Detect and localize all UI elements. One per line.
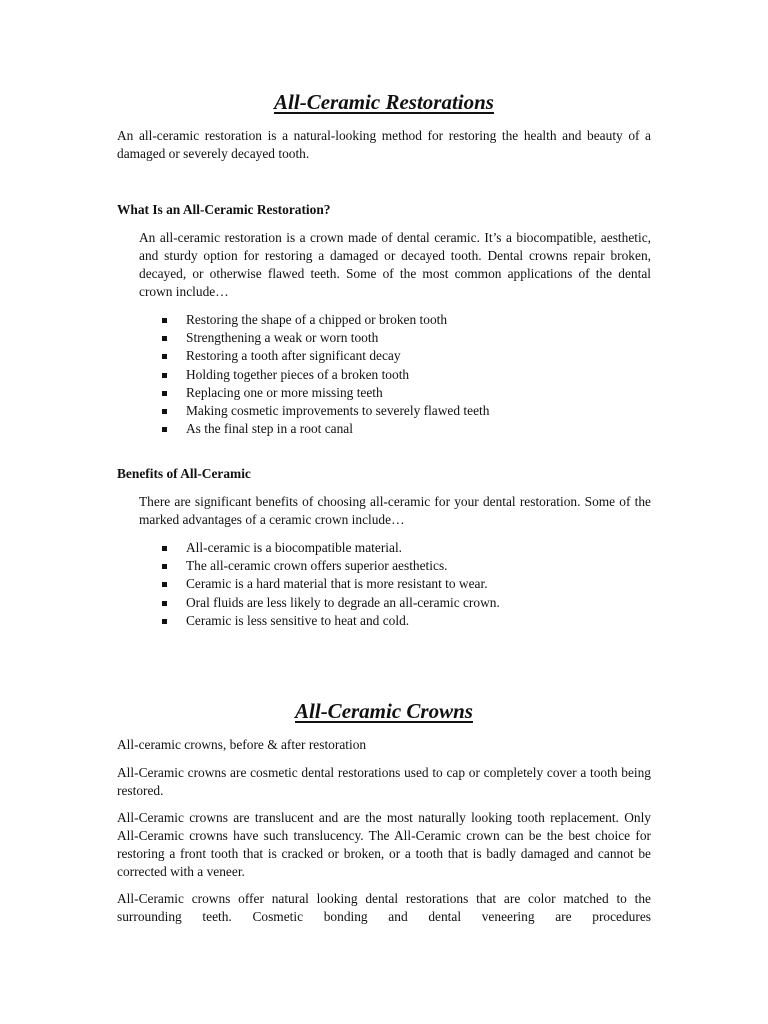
- square-bullet-icon: [162, 409, 167, 414]
- square-bullet-icon: [162, 427, 167, 432]
- crowns-caption: All-ceramic crowns, before & after restoration: [117, 737, 367, 752]
- what-is-heading: What Is an All-Ceramic Restoration?: [117, 202, 331, 217]
- applications-list: [162, 311, 642, 438]
- list-item-text: Restoring a tooth after significant decay: [186, 348, 401, 364]
- list-item: [162, 420, 642, 438]
- crowns-paragraph-3: All-Ceramic crowns offer natural looking dental restorations that are color matched to the surrounding teeth. Cosmetic bonding and dental veneering are procedures: [117, 891, 651, 924]
- what-is-paragraph: An all-ceramic restoration is a crown made of dental ceramic. It’s a biocompatible, aesthetic, and sturdy option for restoring a damaged or decayed tooth. Dental crowns repair broken, decayed, or otherwise flawed teeth. Some of the most common applications of the dental crown include…: [139, 230, 651, 299]
- list-item: [162, 311, 642, 329]
- list-item: [162, 384, 642, 402]
- intro-paragraph: An all-ceramic restoration is a natural-looking method for restoring the health and beauty of a damaged or severely decayed tooth.: [117, 128, 651, 161]
- benefits-list: [162, 539, 642, 630]
- list-item: [162, 594, 642, 612]
- list-item-text: Ceramic is a hard material that is more resistant to wear.: [186, 576, 488, 592]
- list-item: [162, 402, 642, 420]
- crowns-title: All-Ceramic Crowns: [295, 699, 473, 723]
- list-item-text: Ceramic is less sensitive to heat and cold.: [186, 612, 410, 628]
- square-bullet-icon: [162, 391, 167, 396]
- square-bullet-icon: [162, 336, 167, 341]
- square-bullet-icon: [162, 582, 167, 587]
- list-item-text: Making cosmetic improvements to severely flawed teeth: [186, 403, 490, 419]
- list-item: [162, 539, 642, 557]
- list-item-text: As the final step in a root canal: [186, 421, 353, 437]
- benefits-paragraph: There are significant benefits of choosing all-ceramic for your dental restoration. Some of the marked advantages of a ceramic crown include…: [139, 494, 651, 527]
- benefits-heading: Benefits of All-Ceramic: [117, 466, 251, 481]
- list-item-text: Restoring the shape of a chipped or broken tooth: [186, 312, 448, 327]
- page-title: All-Ceramic Restorations: [274, 90, 494, 114]
- square-bullet-icon: [162, 601, 167, 606]
- square-bullet-icon: [162, 619, 167, 624]
- square-bullet-icon: [162, 546, 167, 551]
- list-item-text: All-ceramic is a biocompatible material.: [186, 540, 403, 555]
- list-item: [162, 575, 642, 593]
- square-bullet-icon: [162, 373, 167, 378]
- list-item: [162, 612, 642, 630]
- list-item-text: Oral fluids are less likely to degrade an all-ceramic crown.: [186, 594, 500, 610]
- list-item: [162, 329, 642, 347]
- square-bullet-icon: [162, 564, 167, 569]
- square-bullet-icon: [162, 354, 167, 359]
- list-item-text: Strengthening a weak or worn tooth: [186, 330, 379, 346]
- crowns-paragraph-1: All-Ceramic crowns are cosmetic dental restorations used to cap or completely cover a tooth being restored.: [117, 765, 651, 798]
- list-item-text: Holding together pieces of a broken tooth: [186, 366, 410, 382]
- list-item-text: Replacing one or more missing teeth: [186, 384, 383, 400]
- list-item-text: The all-ceramic crown offers superior aesthetics.: [186, 558, 448, 574]
- crowns-paragraph-2: All-Ceramic crowns are translucent and are the most naturally looking tooth replacement. Only All-Ceramic crowns have such translucency. The All-Ceramic crown can be the best choice for restoring a front tooth that is cracked or broken, or a tooth that is badly damaged and cannot be corrected with a veneer.: [117, 810, 651, 879]
- square-bullet-icon: [162, 318, 167, 323]
- list-item: [162, 347, 642, 365]
- list-item: [162, 557, 642, 575]
- list-item: [162, 366, 642, 384]
